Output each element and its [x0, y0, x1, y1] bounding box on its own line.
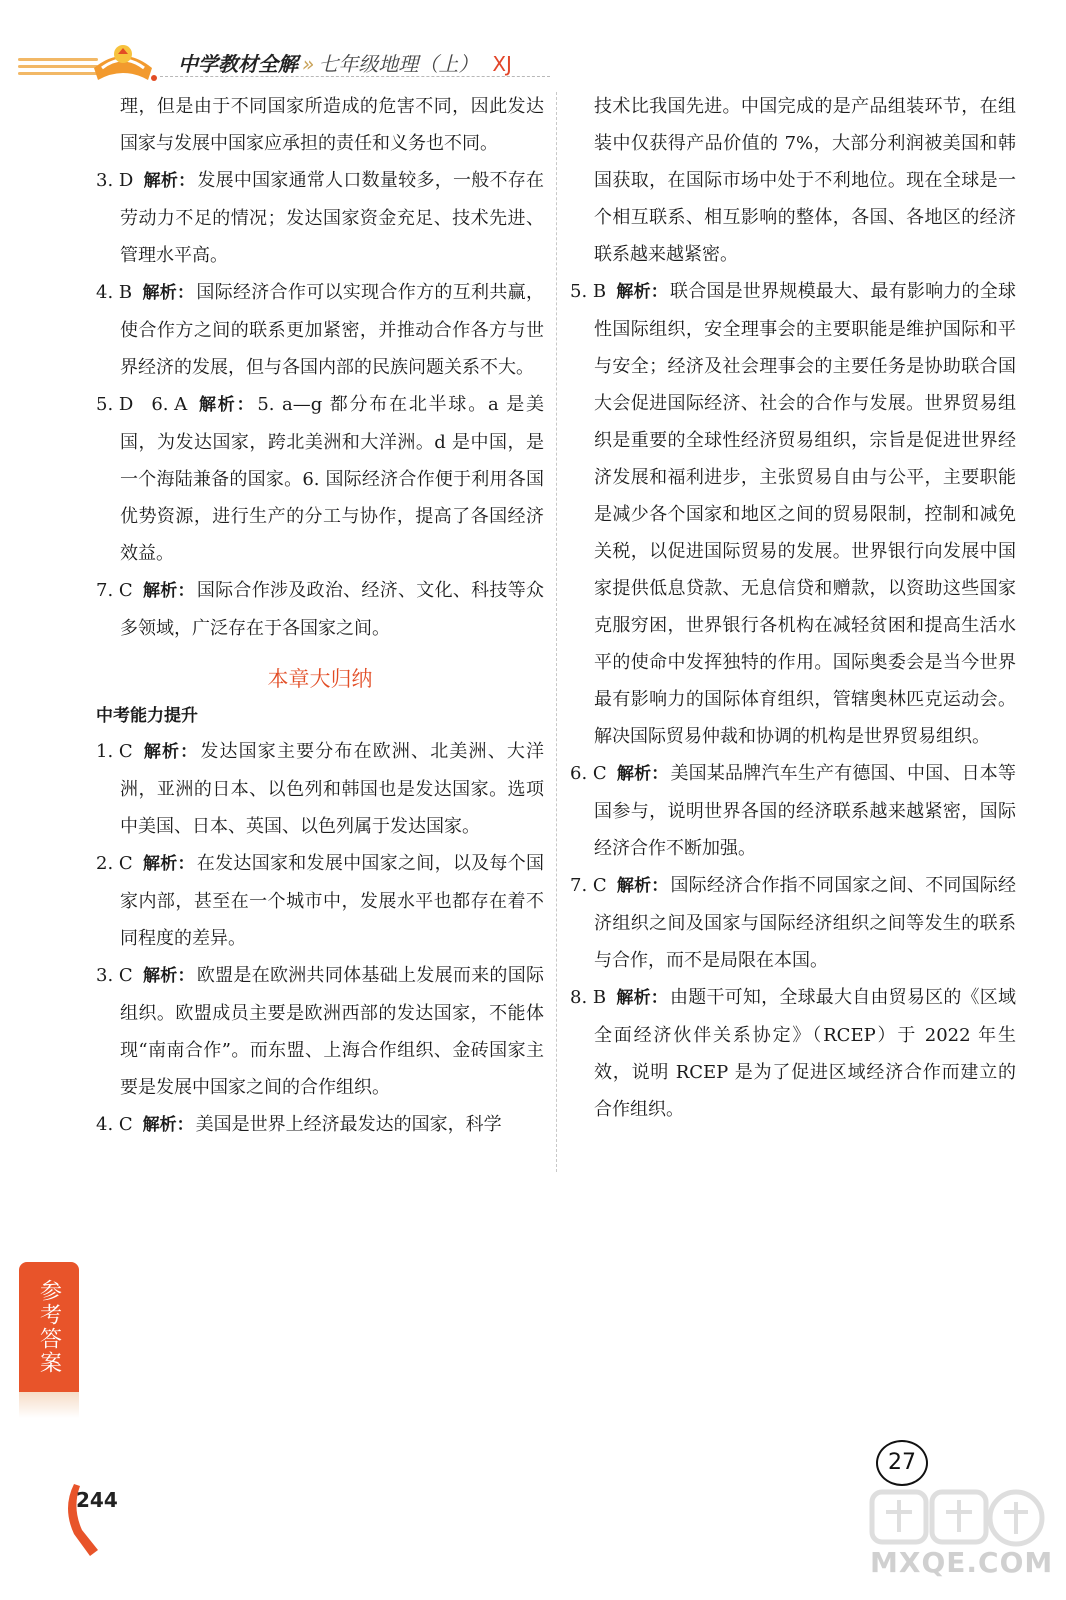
header-stripes: [18, 58, 98, 79]
analysis-text: 欧盟是在欧洲共同体基础上发展而来的国际组织。欧盟成员主要是欧洲西部的发达国家，不能体现“南南合作”。而东盟、上海合作组织、金砖国家主要是发展中国家之间的合作组织。: [120, 965, 545, 1098]
header-rule: [160, 76, 550, 77]
column-divider: [556, 92, 557, 1172]
side-tab-base: [19, 1392, 79, 1418]
analysis-label: 解析：: [616, 876, 669, 896]
answer-number: 7. C: [570, 875, 607, 896]
analysis-label: 解析：: [142, 854, 195, 874]
left-continued-text: 理，但是由于不同国家所造成的危害不同，因此发达国家与发展中国家应承担的责任和义务也不同。: [120, 96, 544, 154]
analysis-text: 在发达国家和发展中国家之间，以及每个国家内部，甚至在一个城市中，发展水平也都存在着不同程度的差异。: [120, 853, 545, 949]
analysis-text: 联合国是世界规模最大、最有影响力的全球性国际组织，安全理事会的主要职能是维护国际和平与安全；经济及社会理事会的主要任务是协助联合国大会促进国际经济、社会的合作与发展。世界贸易组织是重要的全球性经济贸易组织，宗旨是促进世界经济发展和福利进步，主张贸易自由与公平，主要职能是减少各个国家和地区之间的贸易限制，控制和减免关税，以促进国际贸易的发展。世界银行向发展中国家提供低息贷款、无息信贷和赠款，以资助这些国家克服穷困，世界银行各机构在减轻贫困和提高生活水平的使命中发挥独特的作用。国际奥委会是当今世界最有影响力的国际体育组织，管辖奥林匹克运动会。解决国际贸易仲裁和协调的机构是世界贸易组织。: [594, 281, 1017, 747]
analysis-text: 美国是世界上经济最发达的国家，科学: [195, 1114, 502, 1135]
analysis-text: 发达国家主要分布在欧洲、北美洲、大洋洲，亚洲的日本、以色列和韩国也是发达国家。选项中美国、日本、英国、以色列属于发达国家。: [120, 741, 545, 837]
analysis-text: 国际经济合作可以实现合作方的互利共赢，使合作方之间的联系更加紧密，并推动合作各方与世界经济的发展，但与各国内部的民族问题关系不大。: [120, 282, 544, 378]
analysis-text: 发展中国家通常人口数量较多，一般不存在劳动力不足的情况；发达国家资金充足、技术先进、管理水平高。: [120, 170, 544, 266]
right-column: [570, 88, 1016, 1128]
answer-number: 5. B: [570, 281, 607, 302]
watermark-url: MXQE.COM: [870, 1546, 1054, 1579]
analysis-label: 解析：: [142, 283, 195, 303]
analysis-text: 由题干可知，全球最大自由贸易区的《区域全面经济伙伴关系协定》（RCEP）于 2022 年生效，说明 RCEP 是为了促进区域经济合作而建立的合作组织。: [594, 987, 1017, 1120]
answer-number: 1. C: [96, 741, 133, 762]
page-header: [0, 0, 1066, 90]
analysis-label: 解析：: [142, 581, 195, 601]
analysis-text: 国际经济合作指不同国家之间、不同国际经济组织之间及国家与国际经济组织之间等发生的联系与合作，而不是局限在本国。: [594, 875, 1017, 971]
analysis-label: 解析：: [142, 742, 199, 762]
answer-item: [96, 845, 544, 957]
answer-number: 2. C: [96, 853, 133, 874]
analysis-label: 解析：: [616, 988, 669, 1008]
answer-item: [570, 979, 1016, 1128]
answer-number: 4. B: [96, 282, 133, 303]
analysis-text: 5. a—g 都分布在北半球。a 是美国，为发达国家，跨北美洲和大洋洲。d 是中国，是一个海陆兼备的国家。6. 国际经济合作便于利用各国优势资源，进行生产的分工与协作，提高了各国经济效益。: [120, 394, 544, 564]
answer-number: 5. D 6. A: [96, 394, 188, 415]
answer-number: 3. D: [96, 170, 134, 191]
analysis-text: 国际合作涉及政治、经济、文化、科技等众多领域，广泛存在于各国家之间。: [120, 580, 545, 639]
book-logo-icon: [88, 38, 158, 86]
section-title: 本章大归纳: [267, 667, 373, 691]
reference-answer-tab: [19, 1262, 79, 1392]
answer-item: [96, 1106, 544, 1144]
book-subject: 七年级地理（上）: [318, 52, 479, 76]
page-number-left: 244: [76, 1488, 118, 1512]
answer-item: [570, 867, 1016, 979]
answer-number: 6. C: [570, 763, 607, 784]
answer-item: [570, 755, 1016, 867]
analysis-label: 解析：: [142, 1115, 194, 1135]
left-column: [96, 88, 544, 1144]
right-continued-text: 技术比我国先进。中国完成的是产品组装环节，在组装中仅获得产品价值的 7%，大部分利润被美国和韩国获取，在国际市场中处于不利地位。现在全球是一个相互联系、相互影响的整体，各国、各地区的经济联系越来越紧密。: [594, 96, 1016, 265]
edition-tag: XJ: [492, 52, 512, 76]
answer-item: [96, 162, 544, 274]
answer-item: [96, 733, 544, 845]
answer-number: 8. B: [570, 987, 607, 1008]
analysis-label: 解析：: [142, 966, 195, 986]
answer-item: [570, 273, 1016, 755]
page-number-right: 27: [876, 1440, 928, 1486]
answer-item: [96, 386, 544, 572]
book-brand: 中学教材全解: [178, 52, 298, 76]
answer-item: [96, 957, 544, 1106]
answer-number: 7. C: [96, 580, 133, 601]
analysis-label: 解析：: [197, 395, 256, 415]
side-tab-label: 参考答案: [36, 1279, 62, 1375]
answer-item: [96, 572, 544, 647]
answer-number: 4. C: [96, 1114, 133, 1135]
analysis-text: 美国某品牌汽车生产有德国、中国、日本等国参与，说明世界各国的经济联系越来越紧密，国际经济合作不断加强。: [594, 763, 1017, 859]
answer-number: 3. C: [96, 965, 133, 986]
section-subheading: 中考能力提升: [96, 706, 198, 726]
analysis-label: 解析：: [616, 764, 669, 784]
analysis-label: 解析：: [616, 282, 669, 302]
header-separator: »: [302, 52, 315, 76]
header-title: [178, 48, 512, 77]
analysis-label: 解析：: [143, 171, 196, 191]
answer-item: [96, 274, 544, 386]
